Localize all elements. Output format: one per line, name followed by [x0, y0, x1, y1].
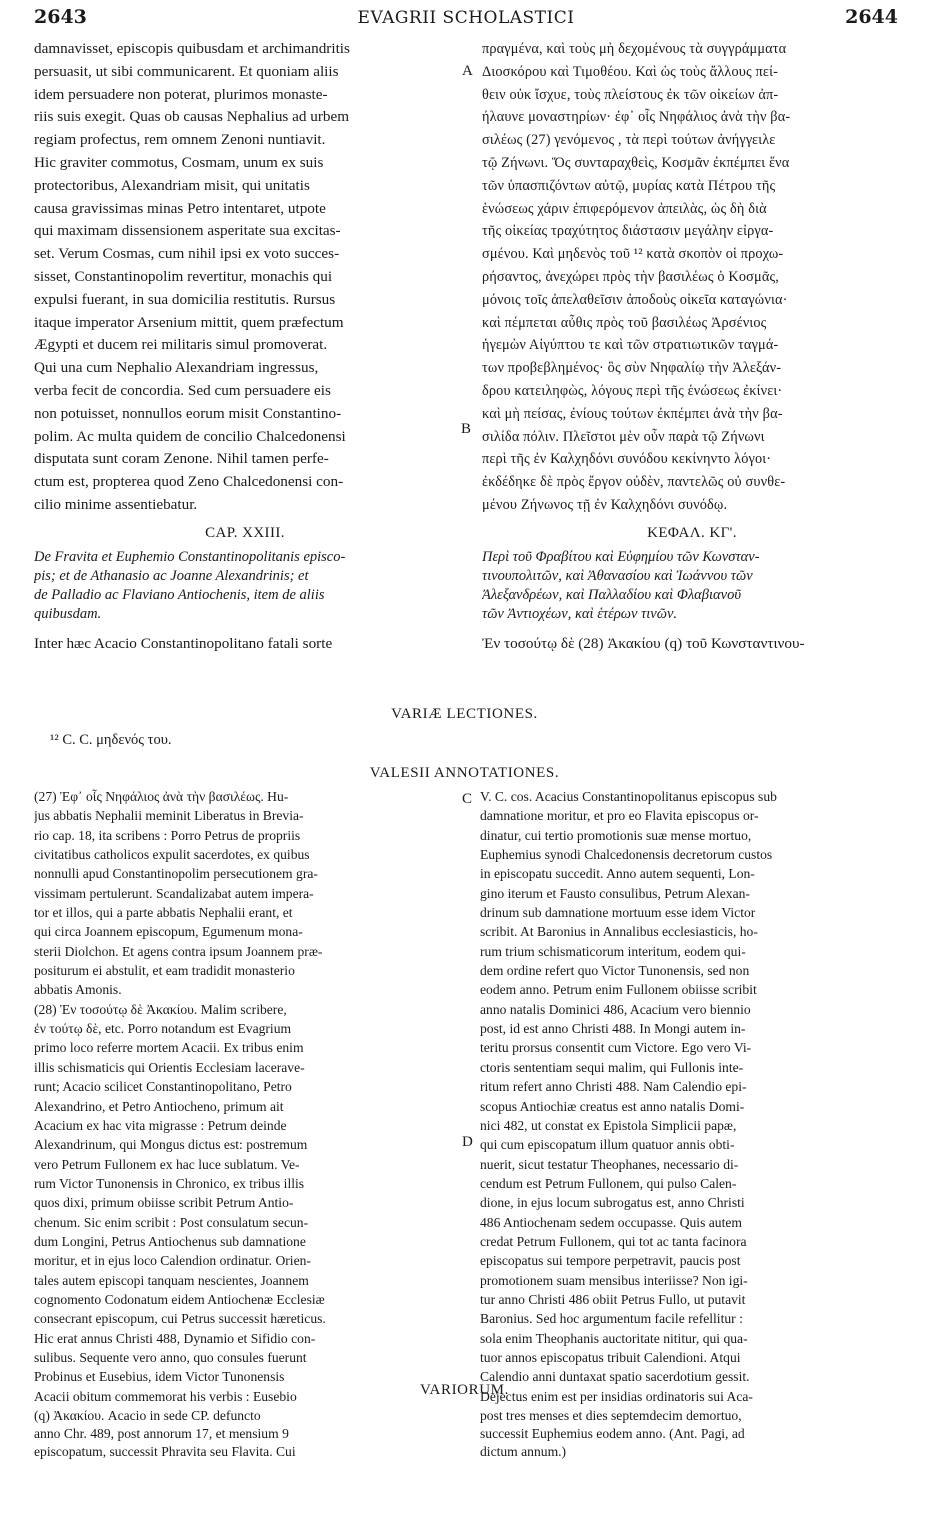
annotation-line: episcopatus sui tempore perpetravit, paucis post — [480, 1253, 741, 1269]
annotation-line: scopus Antiochiæ creatus est anno natalis Domi- — [480, 1098, 745, 1114]
chapter-subtitle-latin-line: De Fravita et Euphemio Constantinopolitanis episco- — [34, 548, 346, 565]
annotation-line: drinum sub damnatione mortuum esse idem Victor — [480, 905, 756, 921]
right-page-number: 2644 — [845, 6, 898, 28]
latin-text-line: riis suis exegit. Quas ob causas Nephalius ad urbem — [34, 108, 350, 126]
chapter-subtitle-latin-line: pis; et de Athanasio ac Joanne Alexandrinis; et — [34, 567, 309, 584]
annotation-line: qui circa Joannem episcopum, Egumenum mona- — [34, 924, 303, 940]
variorum-line: post tres menses et dies septemdecim demortuo, — [480, 1408, 742, 1423]
annotation-line: dinatur, cui tertio promotionis suæ mense mortuo, — [480, 827, 752, 843]
annotation-line: Alexandrinum, qui Mongus dictus est: postremum — [34, 1137, 308, 1153]
latin-text-line: sisset, Constantinopolim revertitur, monachis qui — [34, 267, 333, 285]
annotation-line: 486 Antiochenam sedem occupasse. Quis autem — [480, 1214, 742, 1230]
annotation-line: sterii Diolchon. Et agens contra ipsum Joannem præ- — [34, 943, 323, 959]
annotation-line: nici 482, ut constat ex Epistola Simplicii papæ, — [480, 1117, 737, 1133]
latin-text-line: set. Verum Cosmas, cum nihil ipsi ex voto succes- — [34, 245, 340, 263]
annotation-line: qui cum episcopatum illum quatuor annis obti- — [480, 1137, 735, 1153]
chapter-title-greek: ΚΕΦΑΛ. ΚΓ'. — [647, 524, 737, 541]
greek-text-line: σιλέως (27) γενόμενος , τὰ περὶ τούτων ἀνήγγειλε — [482, 132, 776, 149]
annotation-line: eodem anno. Petrum enim Fullonem obiisse scribit — [480, 982, 757, 998]
annotation-line: illis schismaticis qui Orientis Ecclesiam laceravе- — [34, 1059, 305, 1075]
variorum-left-column — [34, 1407, 456, 1461]
annotation-line: consecrant episcopum, cui Petrus successit hæreticus. — [34, 1311, 326, 1327]
annotation-line: vissimam pertulerunt. Scandalizabat autem impera- — [34, 885, 314, 901]
annotation-line: dem ordine refert quo Victor Tunonensis, sed non — [480, 963, 750, 979]
annotation-line: teritu prorsus consentit cum Victore. Ego vero Vi- — [480, 1040, 752, 1056]
annotation-line: primo loco referre mortem Acacii. Ex tribus enim — [34, 1040, 304, 1056]
latin-text-line: verba fecit de concordia. Sed cum persuadere eis — [34, 381, 331, 399]
annotation-line: Hic erat annus Christi 488, Dynamio et Sifidio con- — [34, 1330, 316, 1346]
latin-text-line: idem persuadere non poterat, plurimos monaste- — [34, 85, 328, 103]
annotations-left-column — [34, 787, 456, 1406]
variorum-right-column — [480, 1407, 902, 1461]
greek-text-line: μόνοις τοῖς ἀπελαθεῖσιν ἀποδοὺς οἰκεῖα καταγώνια· — [482, 291, 788, 308]
running-title: EVAGRII SCHOLASTICI — [357, 8, 575, 28]
latin-text-line: cilio minime assentiebatur. — [34, 495, 198, 513]
margin-marker-c: C — [462, 791, 473, 807]
annotation-line: Euphemius synodi Chalcedonensis decretorum custos — [480, 847, 773, 863]
annotation-line: chenum. Sic enim scribit : Post consulatum secun- — [34, 1214, 309, 1230]
latin-text-line: causa gravissimas minas Petro intentaret, utpote — [34, 199, 326, 217]
chapter-subtitle-greek-line: τινουπολιτῶν, καὶ Ἀθανασίου καὶ Ἰωάννου τῶν — [482, 567, 753, 584]
chapter-subtitle-greek-line: Ἀλεξανδρέων, καὶ Παλλαδίου καὶ Φλαβιανοῦ — [482, 586, 741, 603]
annotation-line: Acacium ex hac vita migrasse : Petrum deinde — [34, 1117, 287, 1133]
latin-text-line: Ægypti et ducem rei militaris simul promoverat. — [34, 336, 328, 354]
variorum-line: anno Chr. 489, post annorum 17, et mensium 9 — [34, 1426, 289, 1441]
annotation-line: cognomento Codonatum eidem Antiochenæ Ecclesiæ — [34, 1291, 325, 1307]
latin-text-line: disputata sunt coram Zenone. Nihil tamen perfe- — [34, 450, 329, 468]
greek-text-line: περὶ τῆς ἐν Καλχηδόνι συνόδου κεκίνηντο λόγοι· — [482, 451, 772, 468]
annotation-line: (28) Ἐν τοσούτῳ δὲ Ἀκακίου. Malim scribere, — [34, 1001, 287, 1017]
greek-text-column — [482, 38, 902, 655]
greek-text-line: ρήσαντος, ἀνεχώρει πρὸς τὴν βασιλέως ὁ Κοσμᾶς, — [482, 268, 780, 285]
chapter-first-line-latin: Inter hæc Acacio Constantinopolitano fatali sorte — [34, 634, 333, 652]
annotation-line: rio cap. 18, ita scribens : Porro Petrus de propriis — [34, 827, 301, 843]
annotation-line: Alexandrino, et Petro Antiocheno, primum ait — [34, 1098, 284, 1114]
annotation-line: nonnulli apud Constantinopolim persecutionem gra- — [34, 866, 318, 882]
annotation-line: Acacii obitum commemorat his verbis : Eusebio — [34, 1388, 297, 1404]
chapter-title-latin: CAP. XXIII. — [205, 524, 285, 541]
annotation-line: V. C. cos. Acacius Constantinopolitanus episcopus sub — [480, 789, 777, 804]
annotation-line: in episcopatu succedit. Anno autem sequenti, Lon- — [480, 866, 755, 882]
annotation-line: Dejectus enim est per insidias ordinatoris sui Aca- — [480, 1388, 753, 1404]
greek-text-line: καὶ πέμπεται αὖθις πρὸς τοῦ βασιλέως Ἀρσένιος — [482, 314, 767, 331]
left-page-number: 2643 — [34, 6, 87, 28]
margin-marker-b: B — [461, 421, 472, 437]
chapter-subtitle-latin-line: de Palladio ac Flaviano Antiochenis, item de aliis — [34, 586, 325, 603]
annotation-line: Calendio anni duntaxat spatio sacerdotium gessit. — [480, 1369, 750, 1385]
annotation-line: quos dixi, primum obiisse scribit Petrum Antio- — [34, 1195, 294, 1211]
latin-text-line: regiam profectus, rem omnem Zenoni nuntiavit. — [34, 131, 326, 149]
annotation-line: post, id est anno Christi 488. In Mongi autem in- — [480, 1021, 746, 1037]
greek-text-line: τῶν ὑπασπιζόντων αὐτῷ, μυρίας κατὰ Πέτρου τῆς — [482, 177, 776, 194]
annotation-line: abbatis Amonis. — [34, 982, 122, 998]
greek-text-line: μένου Ζήνωνος τῇ ἐν Καλχηδόνι συνόδῳ. — [482, 496, 728, 513]
annotation-line: anno natalis Dominici 486, Acacium vero biennio — [480, 1001, 751, 1017]
chapter-subtitle-greek-line: τῶν Ἀντιοχέων, καὶ ἑτέρων τινῶν. — [482, 605, 678, 622]
annotation-line: dum Longini, Petrus Antiochenus sub damnatione — [34, 1233, 306, 1249]
annotation-line: tales autem episcopi tanquam nescientes, Joannem — [34, 1272, 309, 1288]
annotation-line: tor et illos, qui a parte abbatis Nephalii erant, et — [34, 905, 293, 921]
variae-lectiones-heading: VARIÆ LECTIONES. — [391, 706, 538, 722]
latin-text-line: protectoribus, Alexandriam misit, qui unitatis — [34, 176, 310, 194]
latin-text-line: itaque imperator Arsenium mittit, quem præfectum — [34, 313, 344, 331]
latin-text-column — [34, 38, 456, 655]
running-header — [34, 6, 898, 34]
latin-text-line: expulsi fuerant, in sua domicilia restitutis. Rursus — [34, 290, 336, 308]
annotation-line: (27) Ἐφ᾽ οἷς Νηφάλιος ἀνὰ τὴν βασιλέως. Hu- — [34, 789, 289, 804]
latin-text-line: ctum est, propterea quod Zeno Chalcedonensi con- — [34, 473, 344, 491]
variorum-line: successit Euphemius eodem anno. (Ant. Pagi, ad — [480, 1426, 745, 1441]
annotation-line: rum trium schismaticorum interitum, eodem qui- — [480, 943, 746, 959]
annotation-line: tuor annos episcopatus tribuit Calendioni. Atqui — [480, 1349, 741, 1365]
annotation-line: gino iterum et Fausto consulibus, Petrum Alexan- — [480, 885, 750, 901]
greek-text-line: θειν οὐκ ἴσχυε, τοὺς πλείστους ἐκ τῶν οἰκείων ἀπ- — [482, 86, 779, 103]
annotation-line: runt; Acacio scilicet Constantinopolitano, Petro — [34, 1079, 292, 1095]
annotation-line: ctoris sententiam sequi malim, qui Fullonis inte- — [480, 1059, 744, 1075]
greek-text-line: ἡγεμὼν Αἰγύπτου τε καὶ τῶν στρατιωτικῶν ταγμά- — [482, 337, 779, 354]
greek-text-line: πραγμένα, καὶ τοὺς μὴ δεχομένους τὰ συγγράμματα — [482, 41, 787, 57]
annotation-line: tur anno Christi 486 obiit Petrus Fullo, ut putavit — [480, 1291, 746, 1307]
annotation-line: dione, in ejus locum subrogatus est, anno Christi — [480, 1195, 745, 1211]
latin-text-line: damnavisset, episcopis quibusdam et archimandritis — [34, 40, 350, 57]
annotation-line: credat Petrum Fullonem, qui tot ac tanta facinora — [480, 1233, 747, 1249]
annotation-line: moritur, et in ejus loco Calendion ordinatur. Orien- — [34, 1253, 311, 1269]
valesii-annotationes-heading: VALESII ANNOTATIONES. — [369, 765, 560, 781]
margin-marker-a: A — [462, 63, 473, 79]
chapter-subtitle-latin-line: quibusdam. — [34, 605, 102, 622]
latin-text-line: polim. Ac multa quidem de concilio Chalcedonensi — [34, 427, 346, 445]
annotation-line: Probinus et Eusebius, idem Victor Tunonensis — [34, 1369, 285, 1385]
greek-text-line: σμένου. Καὶ μηδενὸς τοῦ ¹² κατὰ σκοπὸν οἱ προχω- — [482, 246, 784, 263]
annotation-line: Baronius. Sed hoc argumentum facile refellitur : — [480, 1311, 743, 1327]
greek-text-line: ἐκδέδηκε δὲ πρὸς ἔργον οὐδὲν, παντελῶς οὐ συνθε- — [482, 474, 786, 491]
greek-text-line: ήλαυνε μοναστηρίων· ἐφ᾽ οἷς Νηφάλιος ἀνὰ τὴν βα- — [482, 109, 791, 126]
chapter-first-line-greek: Ἐν τοσούτῳ δὲ (28) Ἀκακίου (q) τοῦ Κωνσταντινου- — [482, 634, 805, 652]
greek-text-line: δρου κατειληφὼς, λόγους περὶ τῆς ἑνώσεως ἐκίνει· — [482, 382, 783, 399]
chapter-subtitle-greek-line: Περὶ τοῦ Φραβίτου καὶ Εὐφημίου τῶν Κωνσταν- — [482, 548, 760, 565]
greek-text-line: ἑνώσεως χάριν ἐπιφερόμενον ἀπειλὰς, ὡς δὴ διὰ — [482, 200, 767, 217]
greek-text-line: σιλίδα πόλιν. Πλεῖστοι μὲν οὖν παρὰ τῷ Ζήνωνι — [482, 428, 765, 445]
greek-text-line: τῷ Ζήνωνι. Ὅς συνταραχθεὶς, Κοσμᾶν ἐκπέμπει ἕνα — [482, 154, 790, 171]
variorum-line: (q) Ἀκακίου. Acacio in sede CP. defuncto — [34, 1408, 261, 1423]
margin-marker-d: D — [462, 1134, 473, 1150]
latin-text-line: persuasit, ut sibi communicarent. Et quoniam aliis — [34, 62, 339, 80]
annotation-line: jus abbatis Nephalii meminit Liberatus in Brevia- — [34, 808, 304, 824]
annotation-line: sulibus. Sequente vero anno, quo consules fuerunt — [34, 1349, 307, 1365]
annotations-right-column — [480, 787, 902, 1406]
greek-text-line: καὶ μὴ πείσας, ἐνίους τούτων ἐκπέμπει ἀνὰ τὴν βα- — [482, 405, 783, 422]
annotation-line: positurum ei abstulit, et eam tradidit monasterio — [34, 963, 295, 979]
variae-lectiones-note: ¹² C. C. μηδενός του. — [50, 732, 172, 748]
annotation-line: rum Victor Tunonensis in Chronico, ex tribus illis — [34, 1175, 305, 1191]
annotation-line: sola enim Theophanis auctoritate nititur, qui qua- — [480, 1330, 748, 1346]
latin-text-line: Hic graviter commotus, Cosmam, unum ex suis — [34, 153, 324, 171]
greek-text-line: των προβεβλημένος· ὃς σὺν Νηφαλίῳ τὴν Ἀλεξάν- — [482, 360, 782, 377]
annotation-line: ἐν τούτῳ δὲ, etc. Porro notandum est Evagrium — [34, 1021, 292, 1037]
annotation-line: civitatibus catholicos expulit sacerdotes, ex quibus — [34, 847, 310, 863]
annotation-line: cendum est Petrum Fullonem, qui pulso Calen- — [480, 1175, 737, 1191]
annotation-line: promotionem suam mensibus interiisse? Non igi- — [480, 1272, 748, 1288]
variorum-line: dictum annum.) — [480, 1444, 567, 1459]
annotation-line: nuerit, sicut testatur Theophanes, necessario di- — [480, 1156, 739, 1172]
greek-text-line: τῆς οἰκείας τραχύτητος διάστασιν μεγάλην εἰργα- — [482, 223, 774, 240]
latin-text-line: non potuisset, nonnullos eorum misit Constantino- — [34, 404, 342, 422]
annotation-line: ritum refert anno Christi 488. Nam Calendio epi- — [480, 1079, 747, 1095]
annotation-line: vero Petrum Fullonem ex hac luce sublatum. Ve- — [34, 1156, 300, 1172]
latin-text-line: qui maximam dissensionem asperitate sua excitas- — [34, 222, 341, 240]
annotation-line: scribit. At Baronius in Annalibus ecclesiasticis, ho- — [480, 924, 758, 940]
variorum-line: episcopatum, successit Phravita seu Flavita. Cui — [34, 1444, 296, 1459]
variorum-heading: VARIORUM. — [420, 1382, 509, 1398]
greek-text-line: Διοσκόρου καὶ Τιμοθέου. Καὶ ὡς τοὺς ἄλλους πεί- — [482, 63, 778, 80]
annotation-line: damnatione moritur, et pro eo Flavita episcopus or- — [480, 808, 759, 824]
latin-text-line: Qui una cum Nephalio Alexandriam ingressus, — [34, 359, 319, 377]
